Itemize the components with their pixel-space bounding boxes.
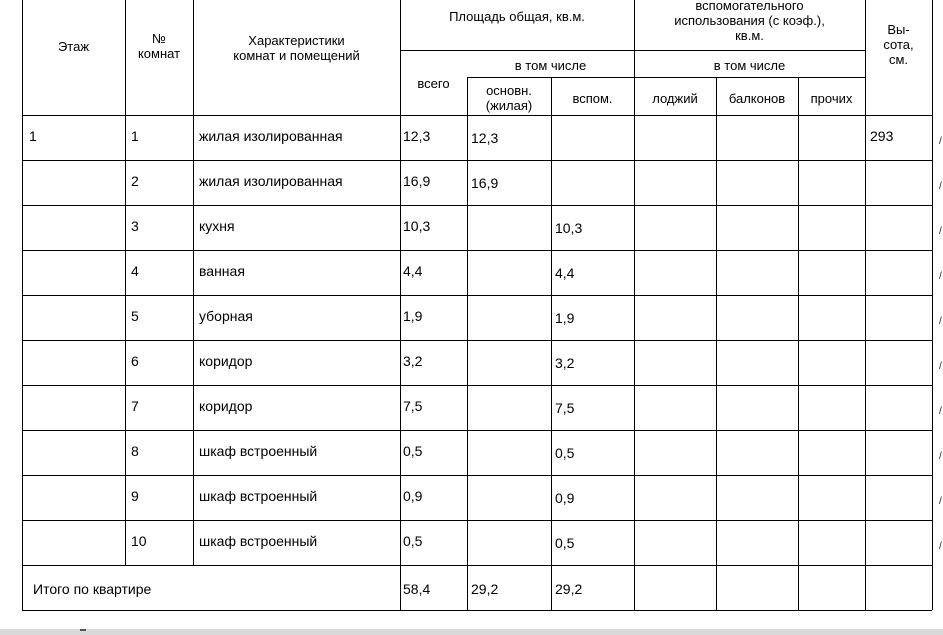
header-aux-use: вспомогательного	[695, 0, 804, 13]
row-room-number: 5	[131, 308, 139, 324]
page-bottom-edge	[0, 629, 943, 635]
row-aux-area: 7,5	[555, 400, 575, 416]
grid-line-vertical	[193, 0, 194, 565]
grid-line-vertical	[932, 0, 933, 610]
row-total-area: 0,9	[403, 488, 423, 504]
row-total-area: 0,5	[403, 443, 423, 459]
totals-main-area: 29,2	[471, 581, 499, 597]
header-main-living: основн.	[486, 83, 532, 98]
grid-line-horizontal	[22, 115, 932, 116]
row-total-area: 7,5	[403, 398, 423, 414]
grid-line-vertical	[716, 77, 717, 610]
grid-line-horizontal	[22, 520, 932, 521]
header-including-area: в том числе	[514, 58, 587, 73]
row-room-name: коридор	[199, 353, 253, 369]
grid-line-horizontal	[22, 160, 932, 161]
cut-off-edge-mark: /	[939, 496, 942, 507]
cut-off-edge-mark: /	[939, 361, 942, 372]
row-room-name: жилая изолированная	[199, 128, 343, 144]
grid-line-horizontal	[22, 610, 932, 611]
row-height: 293	[870, 128, 894, 144]
header-aux-use: кв.м.	[735, 28, 764, 43]
grid-line-horizontal	[22, 385, 932, 386]
header-auxiliary: вспом.	[572, 91, 613, 106]
row-aux-area: 10,3	[555, 220, 583, 236]
header-floor: Этаж	[57, 39, 90, 54]
row-aux-area: 0,5	[555, 445, 575, 461]
grid-line-horizontal	[22, 565, 932, 566]
row-room-name: коридор	[199, 398, 253, 414]
totals-total-area: 58,4	[403, 581, 431, 597]
row-floor: 1	[29, 128, 37, 144]
grid-line-vertical	[467, 77, 468, 610]
cut-off-edge-mark: /	[939, 136, 942, 147]
cut-off-edge-mark: /	[939, 271, 942, 282]
header-height: сота,	[883, 37, 914, 52]
cut-off-edge-mark: /	[939, 316, 942, 327]
grid-line-vertical	[551, 77, 552, 610]
row-room-number: 10	[131, 533, 147, 549]
row-room-number: 8	[131, 443, 139, 459]
totals-aux-area: 29,2	[555, 581, 583, 597]
grid-line-vertical	[125, 0, 126, 565]
row-total-area: 1,9	[403, 308, 423, 324]
grid-line-horizontal	[22, 295, 932, 296]
cut-off-edge-mark: /	[939, 181, 942, 192]
row-room-name: жилая изолированная	[199, 173, 343, 189]
grid-line-horizontal	[22, 205, 932, 206]
row-total-area: 4,4	[403, 263, 423, 279]
row-room-number: 3	[131, 218, 139, 234]
row-aux-area: 0,5	[555, 535, 575, 551]
header-total-area: Площадь общая, кв.м.	[449, 9, 585, 24]
grid-line-vertical	[400, 0, 401, 610]
row-room-number: 7	[131, 398, 139, 414]
row-total-area: 3,2	[403, 353, 423, 369]
row-room-name: уборная	[199, 308, 253, 324]
row-room-number: 6	[131, 353, 139, 369]
grid-line-vertical	[22, 0, 23, 610]
grid-line-horizontal	[22, 475, 932, 476]
header-room-number: комнат	[137, 46, 181, 61]
grid-line-horizontal	[22, 340, 932, 341]
header-room-number: №	[152, 31, 166, 46]
header-loggias: лоджий	[652, 91, 698, 106]
cut-off-edge-mark: /	[939, 451, 942, 462]
header-main-living: (жилая)	[485, 98, 533, 113]
row-aux-area: 3,2	[555, 355, 575, 371]
row-room-name: кухня	[199, 218, 235, 234]
header-height: Вы-	[887, 22, 910, 37]
header-including-aux: в том числе	[713, 58, 786, 73]
header-total-all: всего	[417, 76, 450, 91]
header-aux-use: использования (с коэф.),	[674, 13, 825, 28]
header-other: прочих	[810, 91, 853, 106]
row-aux-area: 0,9	[555, 490, 575, 506]
row-aux-area: 1,9	[555, 310, 575, 326]
grid-line-horizontal	[22, 250, 932, 251]
cut-off-edge-mark: /	[939, 541, 942, 552]
row-room-number: 4	[131, 263, 139, 279]
row-main-area: 12,3	[471, 130, 499, 146]
row-total-area: 10,3	[403, 218, 431, 234]
row-room-number: 9	[131, 488, 139, 504]
row-room-name: шкаф встроенный	[199, 443, 318, 459]
cut-off-edge-mark: /	[939, 226, 942, 237]
header-balconies: балконов	[728, 91, 786, 106]
row-aux-area: 4,4	[555, 265, 575, 281]
grid-line-horizontal	[22, 430, 932, 431]
grid-line-vertical	[798, 77, 799, 610]
totals-label: Итого по квартире	[33, 581, 152, 597]
row-main-area: 16,9	[471, 175, 499, 191]
header-height: см.	[888, 52, 909, 67]
row-room-number: 1	[131, 128, 139, 144]
row-total-area: 12,3	[403, 128, 431, 144]
row-room-name: шкаф встроенный	[199, 488, 318, 504]
header-characteristics: комнат и помещений	[233, 48, 360, 63]
header-characteristics: Характеристики	[248, 33, 345, 48]
row-room-name: ванная	[199, 263, 245, 279]
row-total-area: 0,5	[403, 533, 423, 549]
row-room-number: 2	[131, 173, 139, 189]
row-room-name: шкаф встроенный	[199, 533, 318, 549]
grid-line-horizontal	[400, 50, 865, 51]
row-total-area: 16,9	[403, 173, 431, 189]
cut-off-edge-mark: /	[939, 406, 942, 417]
